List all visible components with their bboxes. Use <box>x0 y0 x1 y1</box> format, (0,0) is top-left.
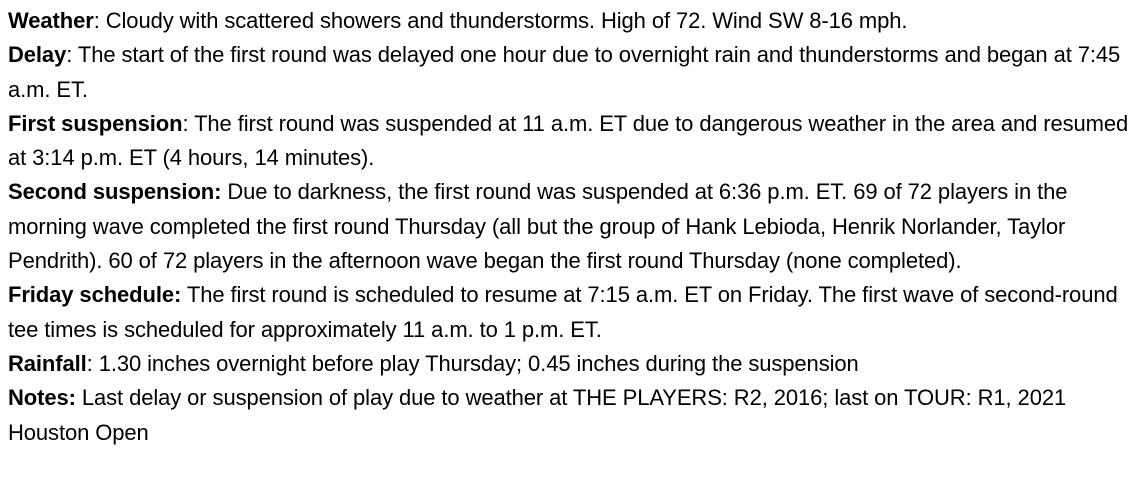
notes-label: Notes: <box>8 385 76 411</box>
rainfall-text: 1.30 inches overnight before play Thursday; 0.45 inches during the suspension <box>92 350 859 376</box>
delay-text: The start of the first round was delayed one hour due to overnight rain and thunderstorms and began at 7:45 a.m. ET. <box>8 42 1121 102</box>
weather-paragraph <box>8 4 1132 38</box>
friday-schedule-paragraph <box>8 278 1132 347</box>
first-suspension-separator: : <box>182 110 189 136</box>
rainfall-label: Rainfall <box>8 350 87 376</box>
rainfall-separator: : <box>86 350 93 376</box>
weather-separator: : <box>93 8 100 33</box>
weather-label: Weather <box>8 8 94 33</box>
second-suspension-text: Due to darkness, the first round was suspended at 6:36 p.m. ET. 69 of 72 players in the morning wave completed the first round Thursday (all but the group of Hank Lebioda, Henrik Norlander, Taylor Pendrith). 60 of 72 players in the afternoon wave began the first round Thursday (none completed). <box>8 179 1068 274</box>
weather-text: Cloudy with scattered showers and thunderstorms. High of 72. Wind SW 8-16 mph. <box>99 8 908 33</box>
delay-separator: : <box>66 42 73 68</box>
first-suspension-label: First suspension <box>8 110 183 136</box>
second-suspension-label: Second suspension: <box>8 179 222 205</box>
notes-paragraph <box>8 381 1132 450</box>
second-suspension-paragraph <box>8 175 1132 278</box>
rainfall-paragraph <box>8 347 1132 381</box>
delay-label: Delay <box>8 42 67 68</box>
delay-paragraph <box>8 38 1132 107</box>
first-suspension-paragraph <box>8 107 1132 176</box>
first-suspension-text: The first round was suspended at 11 a.m. ET due to dangerous weather in the area and resumed at 3:14 p.m. ET (4 hours, 14 minutes). <box>8 110 1129 171</box>
friday-schedule-text: The first round is scheduled to resume at 7:15 a.m. ET on Friday. The first wave of second-round tee times is scheduled for approximately 11 a.m. to 1 p.m. ET. <box>8 282 1118 342</box>
friday-schedule-label: Friday schedule: <box>8 282 182 308</box>
notes-text: Last delay or suspension of play due to weather at THE PLAYERS: R2, 2016; last on TOUR: R1, 2021 Houston Open <box>8 385 1067 445</box>
